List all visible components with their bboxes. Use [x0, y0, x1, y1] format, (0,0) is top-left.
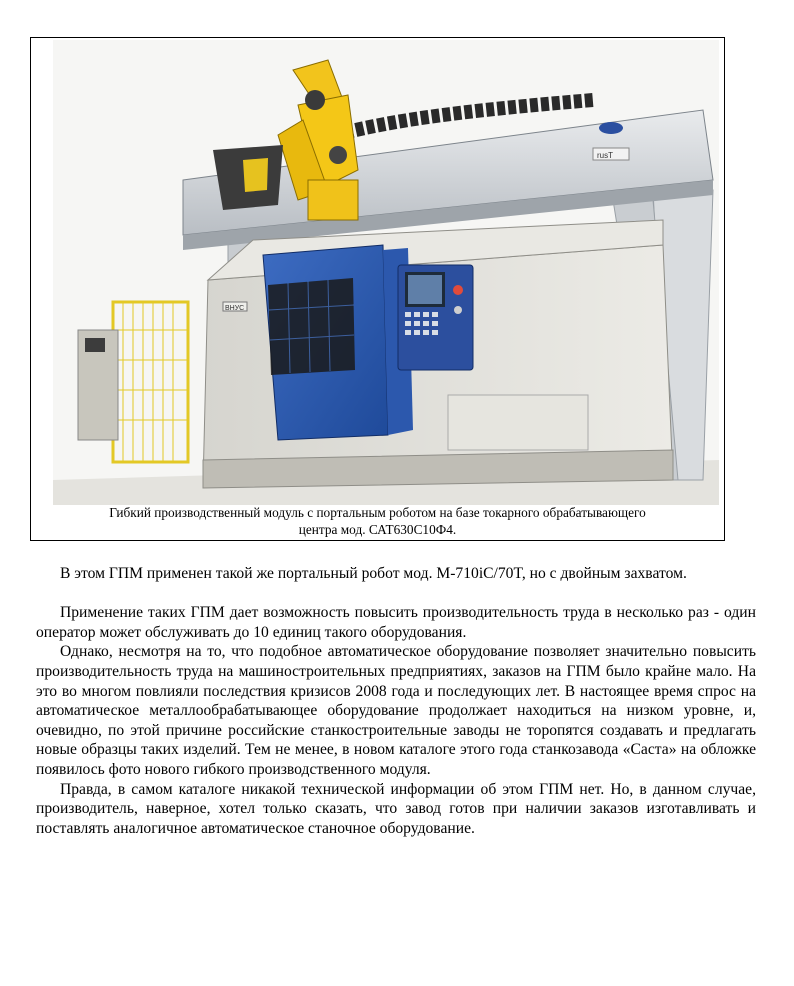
- body-text: [36, 564, 756, 838]
- machine-badge: ВНУС: [225, 305, 245, 312]
- caption-line-1: Гибкий производственный модуль с портальным роботом на базе токарного обрабатывающего: [109, 505, 646, 520]
- figure-caption: [31, 504, 724, 538]
- caption-line-2: центра мод. САТ630С10Ф4.: [298, 522, 457, 537]
- paragraph: Применение таких ГПМ дает возможность повысить производительность труда в несколько раз - один оператор может обслуживать до 10 единиц такого оборудования.: [36, 604, 756, 641]
- machine-illustration: [53, 40, 719, 505]
- paragraph: Правда, в самом каталоге никакой технической информации об этом ГПМ нет. Но, в данном случае, производитель, наверное, хотел только сказать, что завод готов при наличии заказов изготавливать и поставлять аналогичное автоматическое станочное оборудование.: [36, 780, 756, 837]
- machine-photo: [53, 40, 719, 505]
- paragraph: В этом ГПМ применен такой же портальный робот мод. М-710iC/70T, но с двойным захватом.: [60, 565, 687, 582]
- figure: [30, 37, 725, 541]
- beam-label: rusT: [597, 151, 613, 160]
- paragraph: Однако, несмотря на то, что подобное автоматическое оборудование позволяет значительно повысить производительность труда на машиностроительных предприятиях, заказов на ГПМ было крайне мало. На это во многом повлияли последствия кризисов 2008 года и последующих лет. В настоящее время спрос на автоматическое металлообрабатывающее оборудование продолжает находиться на низком уровне, и, очевидно, по этой причине российские станкостроительные заводы не торопятся создавать и предлагать новые образцы таких изделий. Тем не менее, в новом каталоге этого года станкозавода «Саста» на обложке появилось фото нового гибкого производственного модуля.: [36, 643, 756, 778]
